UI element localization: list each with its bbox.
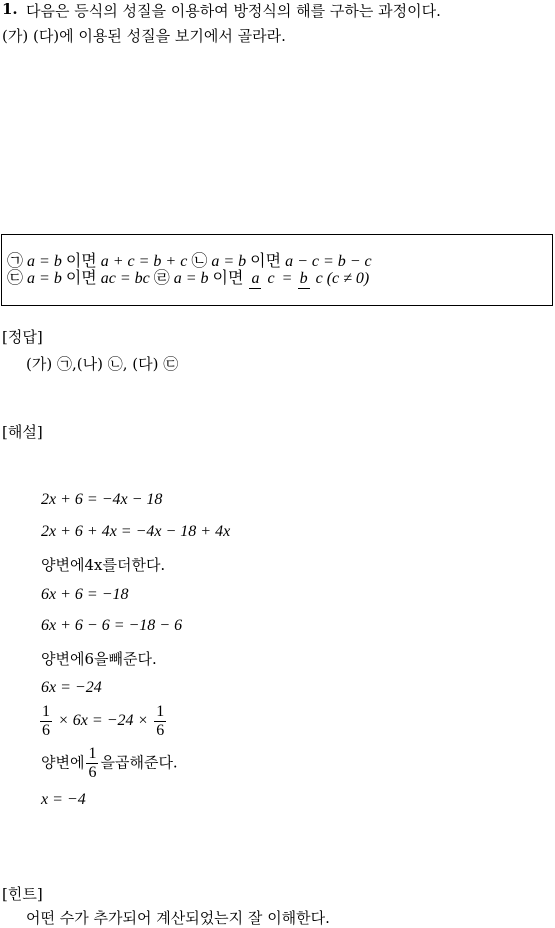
choice-d-frac1-num: a	[251, 270, 260, 288]
choice-c-mark: ㉢	[7, 270, 24, 287]
choice-b-mark: ㉡	[191, 253, 208, 270]
choice-b-ifword: 이면	[250, 253, 282, 270]
choice-c-result: ac = bc	[100, 270, 150, 287]
hint-text: 어떤 수가 추가되어 계산되었는지 잘 이해한다.	[26, 909, 330, 927]
answer-label: [정답]	[2, 328, 43, 346]
choice-d-mark: ㉣	[153, 270, 170, 287]
solution-step-3: 양변에4x를더한다.	[41, 556, 166, 574]
solution-step-9-num: 1	[88, 745, 97, 762]
solution-step-7	[41, 679, 102, 697]
question-line-1: 다음은 등식의 성질을 이용하여 방정식의 해를 구하는 과정이다.	[26, 2, 441, 20]
solution-step-4	[41, 586, 129, 604]
choice-b-cond: a = b	[211, 253, 247, 270]
solution-step-10-text: x = −4	[41, 791, 86, 808]
choice-b-result: a − c = b − c	[285, 253, 372, 270]
choice-d-fraction-1	[249, 271, 276, 287]
choice-a-cond: a = b	[27, 253, 62, 270]
choice-d-frac2-den: c	[315, 270, 323, 288]
choice-a-mark: ㉠	[7, 253, 24, 270]
solution-step-5	[41, 617, 182, 635]
solution-step-2-text: 2x + 6 + 4x = −4x − 18 + 4x	[41, 523, 231, 540]
solution-step-1	[41, 491, 162, 509]
solution-step-8-num-1: 1	[42, 703, 50, 720]
choice-c	[7, 265, 369, 288]
choice-d-eq: =	[282, 270, 292, 287]
question-line-2: (가) (다)에 이용된 성질을 보기에서 골라라.	[2, 27, 286, 45]
choices-box	[1, 234, 553, 306]
choice-c-cond: a = b	[27, 270, 62, 287]
solution-step-8-mid: × 6x = −24 ×	[58, 712, 149, 730]
question-number: 1.	[2, 0, 18, 18]
solution-step-7-text: 6x = −24	[41, 679, 102, 696]
solution-step-9-pre: 양변에	[41, 753, 85, 772]
solution-step-9-den: 6	[88, 764, 97, 781]
hint-label: [힌트]	[2, 885, 43, 903]
solution-step-8-frac-1	[40, 704, 52, 739]
choice-d-fraction-2	[298, 271, 325, 287]
choice-c-ifword: 이면	[65, 270, 97, 287]
solution-step-1-text: 2x + 6 = −4x − 18	[41, 491, 163, 508]
choice-d-ifword: 이면	[212, 270, 244, 287]
solution-step-2	[41, 523, 230, 541]
choice-d-frac1-den: c	[267, 270, 275, 288]
solution-step-9-frac	[86, 746, 98, 781]
solution-label: [해설]	[2, 423, 43, 441]
choice-a-result: a + c = b + c	[100, 253, 188, 270]
solution-step-6: 양변에6을빼준다.	[41, 650, 157, 668]
solution-step-5-text: 6x + 6 − 6 = −18 − 6	[41, 617, 183, 634]
solution-step-9	[41, 746, 178, 781]
choice-d-tail: (c ≠ 0)	[326, 270, 370, 287]
solution-step-8-den-1: 6	[42, 722, 50, 739]
solution-step-8-frac-2	[154, 704, 166, 739]
solution-step-4-text: 6x + 6 = −18	[41, 586, 129, 603]
solution-step-8-den-2: 6	[156, 722, 165, 739]
answer-text: (가) ㉠,(나) ㉡, (다) ㉢	[26, 355, 179, 373]
solution-step-10	[41, 791, 86, 809]
choice-d-cond: a = b	[173, 270, 209, 287]
choice-a-ifword: 이면	[65, 253, 97, 270]
solution-step-8-num-2: 1	[156, 703, 165, 720]
solution-step-9-post: 을곱해준다.	[100, 753, 178, 772]
choice-d-frac2-num: b	[299, 270, 308, 288]
solution-step-8	[38, 704, 168, 739]
